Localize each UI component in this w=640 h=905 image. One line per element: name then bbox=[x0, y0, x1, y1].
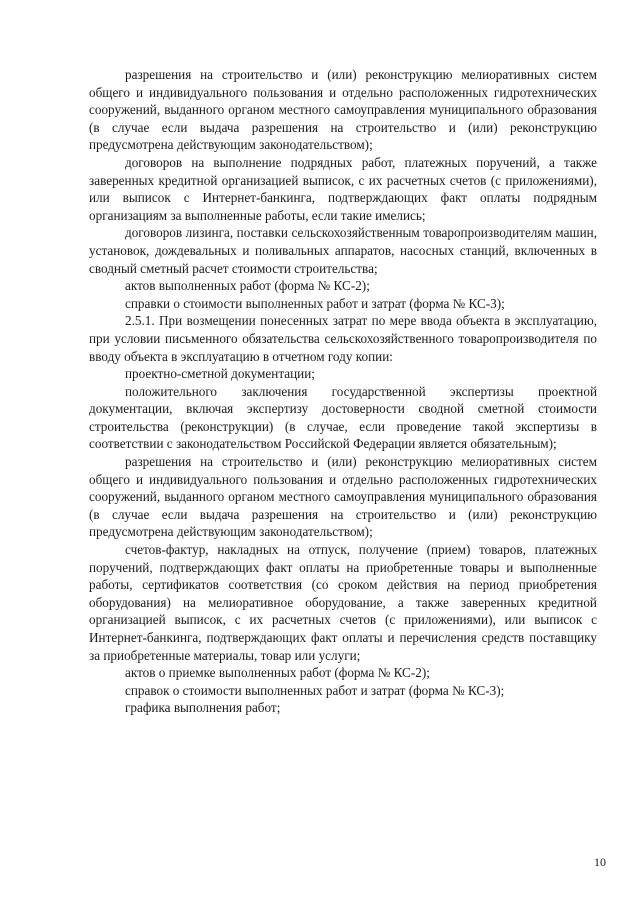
paragraph: положительного заключения государственной экспертизы проектной документации, включая экспертизу достоверности сводной сметной стоимости строительства (реконструкции) (в случае, если проведение такой экспертизы в соответствии с законодательством Российской Федерации является обязательным); bbox=[89, 383, 597, 452]
paragraph: 2.5.1. При возмещении понесенных затрат по мере ввода объекта в эксплуатацию, при условии письменного обязательства сельскохозяйственного товаропроизводителя по вводу объекта в эксплуатацию в отчетном году копии: bbox=[89, 313, 597, 364]
paragraph: справок о стоимости выполненных работ и затрат (форма № КС-3); bbox=[125, 682, 505, 698]
paragraph: договоров лизинга, поставки сельскохозяйственным товаропроизводителям машин, установок, дождевальных и поливальных аппаратов, насосных станций, включенных в сводный сметный расчет стоимости строительства; bbox=[89, 225, 597, 276]
paragraph: актов о приемке выполненных работ (форма № КС-2); bbox=[125, 665, 430, 681]
paragraph: договоров на выполнение подрядных работ, платежных поручений, а также заверенных кредитной организацией выписок, с их расчетных счетов (с приложениями), или выписок с Интернет-банкинга, подтверждающих факт оплаты подрядным организациям за выполненные работы, если такие имелись; bbox=[89, 154, 597, 223]
paragraph: проектно-сметной документации; bbox=[125, 366, 315, 382]
paragraph: справки о стоимости выполненных работ и затрат (форма № КС-3); bbox=[125, 295, 505, 311]
paragraph: разрешения на строительство и (или) реконструкцию мелиоративных систем общего и индивидуального пользования и отдельно расположенных гидротехнических сооружений, выданного органом местного самоуправления муниципального образования (в случае если выдача разрешения на строительство и (или) реконструкцию предусмотрена действующим законодательством); bbox=[89, 67, 597, 153]
paragraph: графика выполнения работ; bbox=[125, 700, 281, 716]
paragraph: актов выполненных работ (форма № КС-2); bbox=[125, 278, 370, 294]
document-body bbox=[89, 66, 597, 717]
page-number: 10 bbox=[594, 855, 606, 869]
paragraph: счетов-фактур, накладных на отпуск, получение (прием) товаров, платежных поручений, подтверждающих факт оплаты на приобретенные товары и выполненные работы, сертификатов соответствия (со сроком действия на период приобретения оборудования) на мелиоративное оборудование, а также заверенных кредитной организацией выписок, с их расчетных счетов (с приложениями), или выписок с Интернет-банкинга, подтверждающих факт оплаты и перечисления средств поставщику за приобретенные материалы, товар или услуги; bbox=[89, 542, 597, 663]
paragraph: разрешения на строительство и (или) реконструкцию мелиоративных систем общего и индивидуального пользования и отдельно расположенных гидротехнических сооружений, выданного органом местного самоуправления муниципального образования (в случае если выдача разрешения на строительство и (или) реконструкцию предусмотрена действующим законодательством); bbox=[89, 454, 597, 540]
